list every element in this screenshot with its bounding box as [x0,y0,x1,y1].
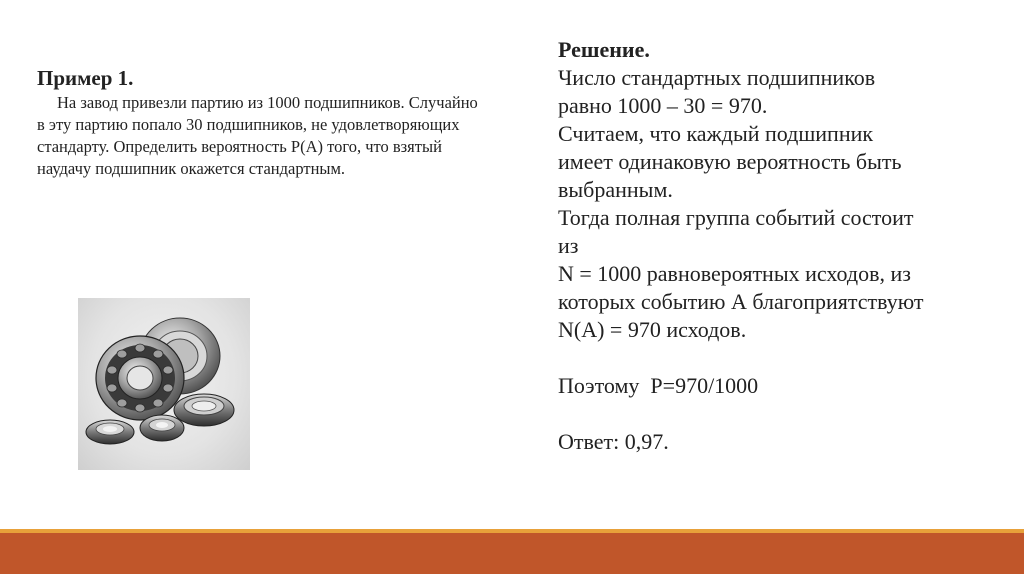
solution-formula: Поэтому Р=970/1000 [558,373,759,398]
example-line: На завод привезли партию из 1000 подшипников. Случайно [57,93,478,112]
solution-line: имеет одинаковую вероятность быть [558,149,902,174]
example-block [37,66,542,180]
bearings-photo [78,298,250,470]
example-line: в эту партию попало 30 подшипников, не удовлетворяющих [37,115,460,134]
solution-line: равно 1000 – 30 = 970. [558,93,768,118]
example-text [37,92,542,180]
example-line: наудачу подшипник окажется стандартным. [37,159,346,178]
solution-line: из [558,233,579,258]
example-line: стандарту. Определить вероятность Р(А) того, что взятый [37,137,442,156]
solution-title: Решение. [558,37,650,62]
spacer [558,344,998,372]
bearings-image [78,298,250,470]
solution-line: Тогда полная группа событий состоит [558,205,914,230]
solution-line: которых событию А благоприятствуют [558,289,924,314]
solution-answer: Ответ: 0,97. [558,429,669,454]
footer-bar [0,533,1024,574]
spacer [558,400,998,428]
solution-line: выбранным. [558,177,673,202]
example-title: Пример 1. [37,66,134,90]
solution-line: N = 1000 равновероятных исходов, из [558,261,911,286]
solution-line: Число стандартных подшипников [558,65,876,90]
solution-block [558,36,998,456]
solution-line: Считаем, что каждый подшипник [558,121,874,146]
solution-line: N(A) = 970 исходов. [558,317,747,342]
